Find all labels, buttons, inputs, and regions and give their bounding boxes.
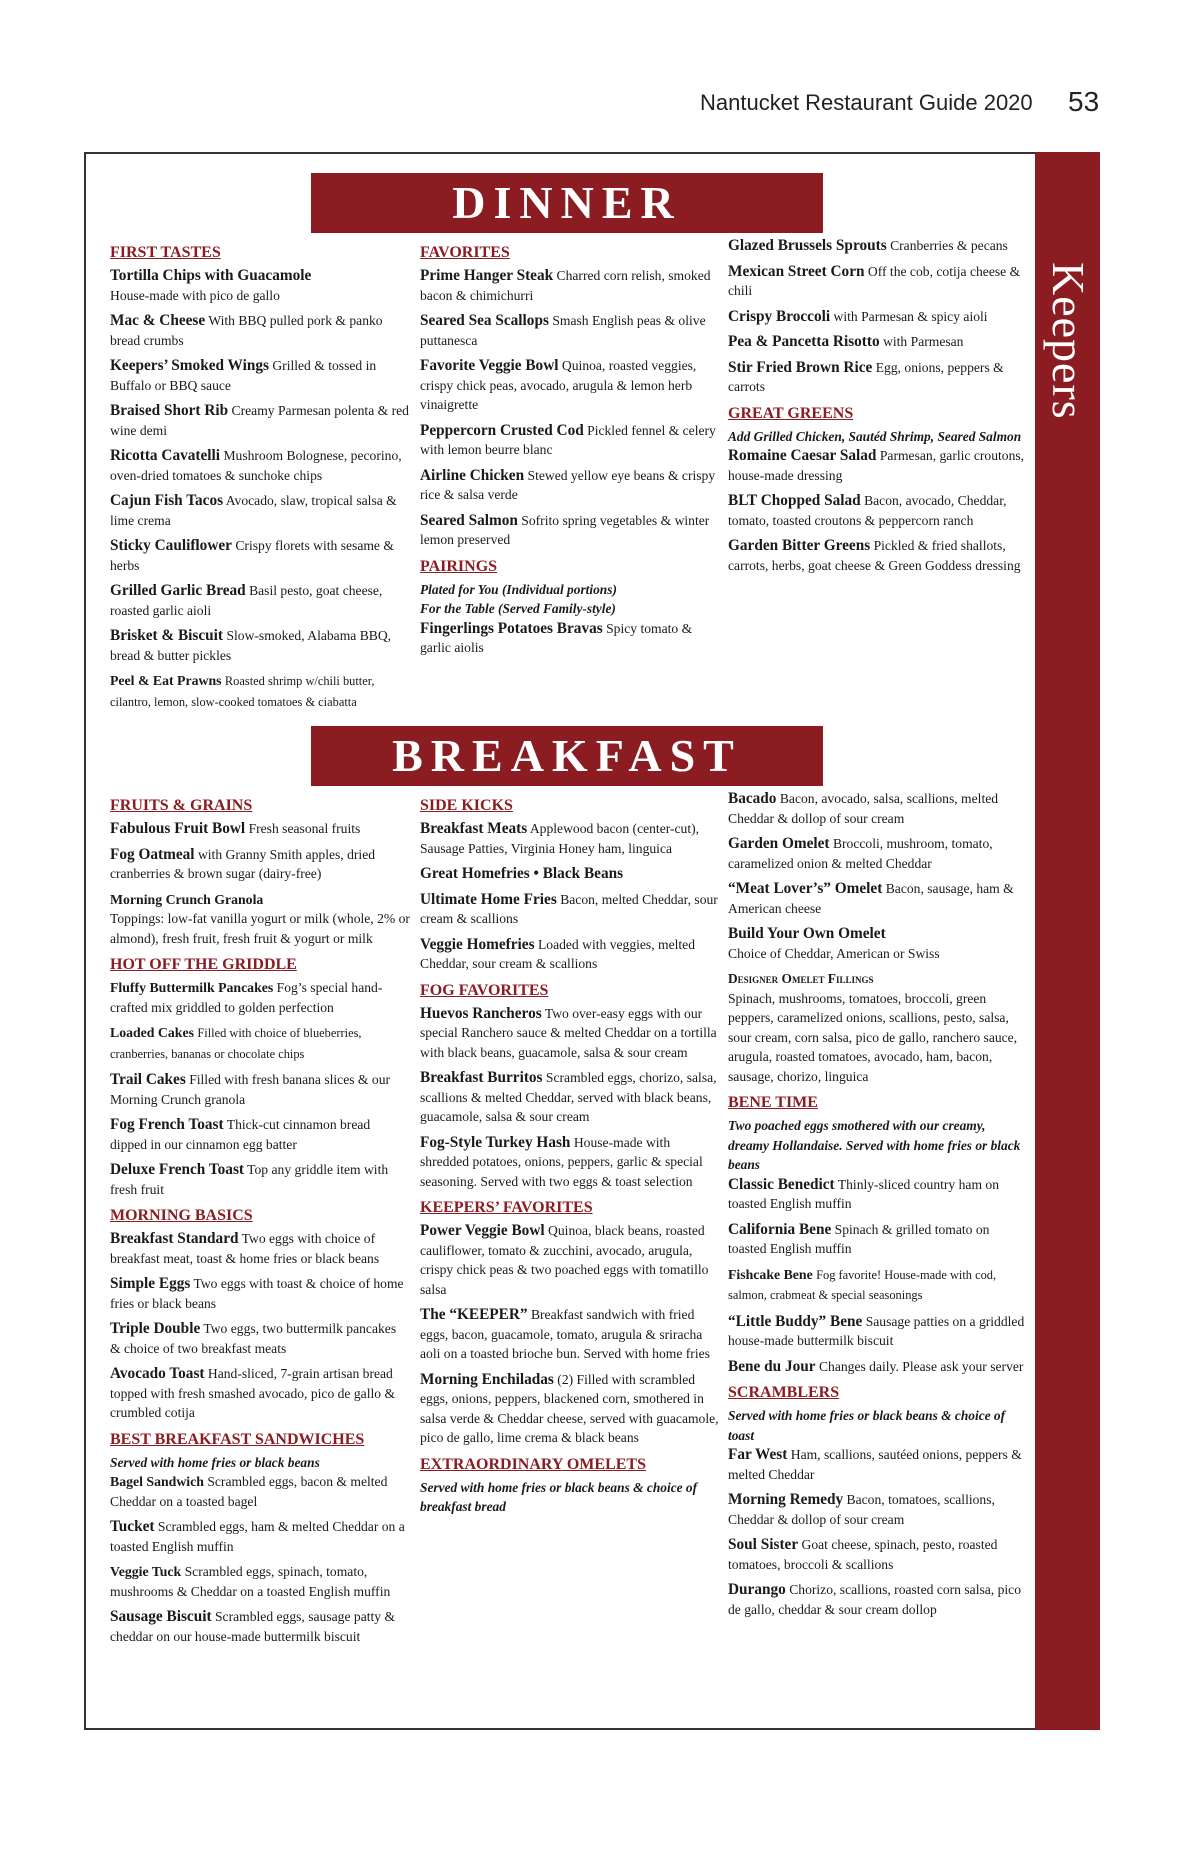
menu-item bbox=[728, 332, 1028, 352]
item-description: Scrambled eggs, sausage patty & cheddar on our house-made buttermilk biscuit bbox=[110, 1609, 396, 1644]
menu-item bbox=[110, 1319, 410, 1358]
item-name: Glazed Brussels Sprouts bbox=[728, 237, 887, 254]
item-name: Morning Crunch Granola bbox=[110, 891, 264, 907]
item-description: Crispy florets with sesame & herbs bbox=[110, 538, 394, 573]
subheading: Designer Omelet Fillings bbox=[728, 971, 874, 986]
menu-item bbox=[728, 358, 1028, 397]
item-name: Crispy Broccoli bbox=[728, 307, 831, 325]
menu-item bbox=[110, 1229, 410, 1268]
item-name: Romaine Caesar Salad bbox=[728, 447, 877, 464]
menu-item bbox=[110, 1472, 410, 1511]
menu-item bbox=[110, 446, 410, 485]
menu-item bbox=[728, 307, 1028, 327]
item-name: Great Homefries • Black Beans bbox=[420, 865, 624, 882]
breakfast-column-1 bbox=[110, 789, 410, 1652]
item-description: Scrambled eggs, spinach, tomato, mushrooms & Cheddar on a toasted English muffin bbox=[110, 1564, 391, 1599]
item-name: Seared Sea Scallops bbox=[420, 312, 549, 329]
section-heading: EXTRAORDINARY OMELETS bbox=[420, 1455, 646, 1473]
item-name: Airline Chicken bbox=[420, 466, 525, 484]
menu-item bbox=[728, 236, 1028, 256]
item-name: Brisket & Biscuit bbox=[110, 627, 224, 644]
menu-item bbox=[420, 935, 720, 974]
menu-item bbox=[110, 1160, 410, 1199]
item-description: Basil pesto, goat cheese, roasted garlic aioli bbox=[110, 583, 383, 618]
dinner-banner: DINNER bbox=[311, 173, 823, 233]
item-name: Mexican Street Corn bbox=[728, 262, 865, 280]
dinner-column-3 bbox=[728, 236, 1028, 581]
item-name: Bene du Jour bbox=[728, 1357, 816, 1375]
item-name: Build Your Own Omelet bbox=[728, 925, 886, 942]
menu-item bbox=[728, 1312, 1028, 1351]
item-name: Far West bbox=[728, 1446, 788, 1463]
item-description: (2) Filled with scrambled eggs, onions, peppers, blackened corn, smothered in salsa verde & Cheddar cheese, served with guacamole, pico de gallo, lime crema & black beans bbox=[420, 1371, 719, 1445]
item-description: Smash English peas & olive puttanesca bbox=[420, 313, 706, 348]
item-name: Ultimate Home Fries bbox=[420, 890, 557, 908]
item-description: Spicy tomato & garlic aiolis bbox=[420, 620, 693, 655]
item-name: Fog-Style Turkey Hash bbox=[420, 1133, 571, 1151]
section-note: Served with home fries or black beans & choice of breakfast bread bbox=[420, 1479, 698, 1514]
menu-item bbox=[728, 879, 1028, 918]
item-description: Stewed yellow eye beans & crispy rice & salsa verde bbox=[420, 467, 716, 502]
breakfast-column-2 bbox=[420, 789, 720, 1517]
section-heading: KEEPERS’ FAVORITES bbox=[420, 1199, 593, 1216]
item-description: Two over-easy eggs with our special Ranchero sauce & melted Cheddar on a tortilla with black beans, guacamole, salsa & sour cream bbox=[420, 1005, 717, 1060]
item-name: Sticky Cauliflower bbox=[110, 537, 232, 554]
item-name: Fingerlings Potatoes Bravas bbox=[420, 619, 603, 637]
item-description: Sofrito spring vegetables & winter lemon preserved bbox=[420, 512, 710, 547]
item-name: Garden Bitter Greens bbox=[728, 537, 871, 554]
item-name: Tucket bbox=[110, 1518, 155, 1535]
item-description: Filled with fresh banana slices & our Morning Crunch granola bbox=[110, 1072, 391, 1107]
menu-item bbox=[110, 491, 410, 530]
section-heading: GREAT GREENS bbox=[728, 404, 854, 422]
breakfast-banner: BREAKFAST bbox=[311, 726, 823, 786]
page-number: 53 bbox=[1068, 86, 1100, 117]
item-name: Avocado Toast bbox=[110, 1365, 205, 1382]
item-description: Chorizo, scallions, roasted corn salsa, pico de gallo, cheddar & sour cream dollop bbox=[728, 1582, 1021, 1617]
item-name: Keepers’ Smoked Wings bbox=[110, 357, 269, 374]
menu-item bbox=[420, 311, 720, 350]
menu-item bbox=[420, 1305, 720, 1364]
item-name: Sausage Biscuit bbox=[110, 1608, 212, 1625]
item-description: Scrambled eggs, bacon & melted Cheddar on a toasted bagel bbox=[110, 1474, 388, 1509]
item-description: Slow-smoked, Alabama BBQ, bread & butter pickles bbox=[110, 628, 392, 663]
menu-item bbox=[110, 1023, 410, 1064]
item-description: Fresh seasonal fruits bbox=[248, 821, 361, 836]
item-name: Seared Salmon bbox=[420, 511, 518, 529]
item-name: Fluffy Buttermilk Pancakes bbox=[110, 980, 274, 995]
menu-item bbox=[110, 1607, 410, 1646]
menu-item bbox=[728, 1580, 1028, 1619]
menu-item bbox=[110, 1562, 410, 1601]
menu-item bbox=[420, 1133, 720, 1192]
menu-item bbox=[420, 1370, 720, 1448]
menu-item bbox=[110, 845, 410, 884]
menu-item bbox=[110, 401, 410, 440]
item-name: Breakfast Burritos bbox=[420, 1069, 543, 1086]
item-name: “Meat Lover’s” Omelet bbox=[728, 880, 883, 897]
menu-item bbox=[728, 924, 1028, 963]
item-description: Avocado, slaw, tropical salsa & lime crema bbox=[110, 493, 397, 528]
menu-item bbox=[728, 1445, 1028, 1484]
menu-item bbox=[110, 356, 410, 395]
item-name: Deluxe French Toast bbox=[110, 1161, 244, 1178]
menu-item bbox=[110, 626, 410, 665]
item-description: Off the cob, cotija cheese & chili bbox=[728, 263, 1021, 298]
item-description: Spinach, mushrooms, tomatoes, broccoli, green peppers, caramelized onions, scallions, pesto, salsa, sour cream, corn salsa, pico de gallo, ranchero sauce, arugula, roasted tomatoes, avocado, ham, bacon, sausage, chorizo, linguica bbox=[728, 990, 1018, 1084]
item-description: Thinly-sliced country ham on toasted English muffin bbox=[728, 1176, 1000, 1211]
item-description: Two eggs with choice of breakfast meat, toast & home fries or black beans bbox=[110, 1231, 380, 1266]
item-name: Simple Eggs bbox=[110, 1275, 191, 1292]
menu-item bbox=[728, 789, 1028, 828]
item-description: Charred corn relish, smoked bacon & chimichurri bbox=[420, 268, 711, 303]
item-name: Garden Omelet bbox=[728, 835, 830, 852]
menu-item bbox=[110, 266, 410, 305]
item-description: Bacon, sausage, ham & American cheese bbox=[728, 881, 1014, 916]
item-description: Applewood bacon (center-cut), Sausage Patties, Virginia Honey ham, linguica bbox=[420, 821, 700, 856]
menu-item bbox=[420, 511, 720, 550]
item-name: Tortilla Chips with Guacamole bbox=[110, 267, 312, 284]
menu-item bbox=[420, 819, 720, 858]
item-description: Changes daily. Please ask your server bbox=[818, 1358, 1024, 1374]
item-description: Parmesan, garlic croutons, house-made dressing bbox=[728, 448, 1025, 483]
section-note: Add Grilled Chicken, Sautéd Shrimp, Seared Salmon bbox=[728, 428, 1022, 444]
menu-item bbox=[110, 1115, 410, 1154]
item-name: California Bene bbox=[728, 1220, 832, 1238]
menu-item bbox=[420, 1068, 720, 1127]
section-heading: PAIRINGS bbox=[420, 557, 498, 575]
item-description: Choice of Cheddar, American or Swiss bbox=[728, 945, 940, 961]
item-description: Toppings: low-fat vanilla yogurt or milk (whole, 2% or almond), fresh fruit, fresh fruit & yogurt or milk bbox=[110, 911, 410, 946]
item-description: Cranberries & pecans bbox=[890, 238, 1008, 253]
menu-item bbox=[420, 619, 720, 658]
item-name: The “KEEPER” bbox=[420, 1306, 528, 1323]
item-name: Loaded Cakes bbox=[110, 1025, 194, 1040]
menu-item bbox=[110, 581, 410, 620]
side-tab-label: Keepers bbox=[1043, 262, 1094, 420]
menu-item bbox=[110, 1274, 410, 1313]
menu-item bbox=[420, 266, 720, 305]
item-description: Roasted shrimp w/chili butter, cilantro, lemon, slow-cooked tomatoes & ciabatta bbox=[110, 674, 375, 709]
menu-item bbox=[728, 834, 1028, 873]
item-description: Creamy Parmesan polenta & red wine demi bbox=[110, 403, 409, 438]
menu-item bbox=[728, 1357, 1028, 1377]
item-name: Prime Hanger Steak bbox=[420, 267, 554, 284]
item-description: Breakfast sandwich with fried eggs, bacon, guacamole, tomato, arugula & sriracha aoli on a toasted brioche bun. Served with home fries bbox=[420, 1307, 710, 1361]
menu-item bbox=[110, 536, 410, 575]
item-name: Mac & Cheese bbox=[110, 312, 206, 329]
item-name: Fabulous Fruit Bowl bbox=[110, 820, 246, 837]
menu-item bbox=[728, 446, 1028, 485]
section-heading: BEST BREAKFAST SANDWICHES bbox=[110, 1430, 365, 1448]
item-name: Ricotta Cavatelli bbox=[110, 447, 221, 464]
item-name: Peppercorn Crusted Cod bbox=[420, 421, 584, 439]
item-name: Veggie Tuck bbox=[110, 1564, 182, 1579]
menu-item bbox=[110, 1070, 410, 1109]
item-description: Broccoli, mushroom, tomato, caramelized onion & melted Cheddar bbox=[728, 836, 993, 871]
section-heading: FRUITS & GRAINS bbox=[110, 797, 253, 814]
section-note: For the Table (Served Family-style) bbox=[420, 601, 616, 616]
item-description: Sausage patties on a griddled house-made buttermilk biscuit bbox=[728, 1313, 1025, 1348]
section-heading: SIDE KICKS bbox=[420, 797, 513, 814]
item-name: Morning Remedy bbox=[728, 1491, 844, 1508]
item-name: Veggie Homefries bbox=[420, 935, 535, 953]
item-description: Egg, onions, peppers & carrots bbox=[728, 359, 1004, 394]
menu-item bbox=[110, 671, 410, 712]
menu-item bbox=[420, 421, 720, 460]
item-description: with Parmesan & spicy aioli bbox=[833, 308, 988, 324]
menu-item bbox=[110, 311, 410, 350]
item-description: Goat cheese, spinach, pesto, roasted tomatoes, broccoli & scallions bbox=[728, 1537, 998, 1572]
item-name: “Little Buddy” Bene bbox=[728, 1312, 863, 1330]
item-name: Breakfast Standard bbox=[110, 1230, 239, 1247]
item-name: Bagel Sandwich bbox=[110, 1474, 204, 1489]
menu-item bbox=[420, 356, 720, 415]
menu-item bbox=[420, 864, 720, 884]
item-description: Two eggs with toast & choice of home fries or black beans bbox=[110, 1276, 404, 1311]
item-name: Pea & Pancetta Risotto bbox=[728, 333, 880, 350]
item-description: Thick-cut cinnamon bread dipped in our cinnamon egg batter bbox=[110, 1117, 371, 1152]
item-name: Peel & Eat Prawns bbox=[110, 673, 222, 688]
item-description: Fog’s special hand-crafted mix griddled to golden perfection bbox=[110, 980, 383, 1015]
item-name: Power Veggie Bowl bbox=[420, 1222, 545, 1239]
section-note: Served with home fries or black beans bbox=[110, 1454, 320, 1470]
section-heading: FAVORITES bbox=[420, 244, 510, 261]
item-description: Scrambled eggs, ham & melted Cheddar on a toasted English muffin bbox=[110, 1519, 405, 1554]
item-description: Spinach & grilled tomato on toasted English muffin bbox=[728, 1221, 990, 1256]
item-description: Top any griddle item with fresh fruit bbox=[110, 1162, 389, 1197]
menu-item bbox=[728, 1175, 1028, 1214]
publication-title: Nantucket Restaurant Guide 2020 bbox=[700, 90, 1033, 115]
menu-item bbox=[420, 890, 720, 929]
item-name: Morning Enchiladas bbox=[420, 1370, 554, 1388]
menu-item bbox=[420, 466, 720, 505]
section-note: Two poached eggs smothered with our creamy, dreamy Hollandaise. Served with home fries or black beans bbox=[728, 1118, 1021, 1172]
menu-item bbox=[728, 262, 1028, 301]
item-description: Quinoa, roasted veggies, crispy chick peas, avocado, arugula & lemon herb vinaigrette bbox=[420, 358, 697, 412]
item-name: Durango bbox=[728, 1581, 786, 1598]
item-name: Huevos Rancheros bbox=[420, 1004, 542, 1022]
item-description: Grilled & tossed in Buffalo or BBQ sauce bbox=[110, 358, 377, 393]
item-name: Favorite Veggie Bowl bbox=[420, 357, 559, 374]
item-description: With BBQ pulled pork & panko bread crumbs bbox=[110, 313, 383, 348]
item-name: Bacado bbox=[728, 790, 777, 807]
section-heading: HOT OFF THE GRIDDLE bbox=[110, 956, 297, 973]
item-name: BLT Chopped Salad bbox=[728, 492, 861, 509]
item-description: House-made with pico de gallo bbox=[110, 287, 280, 303]
item-description: Bacon, avocado, Cheddar, tomato, toasted croutons & peppercorn ranch bbox=[728, 493, 1007, 528]
item-name: Fog Oatmeal bbox=[110, 845, 195, 863]
menu-item bbox=[110, 1517, 410, 1556]
item-description: Bacon, tomatoes, scallions, Cheddar & dollop of sour cream bbox=[728, 1492, 995, 1527]
menu-item bbox=[420, 1221, 720, 1299]
item-name: Triple Double bbox=[110, 1320, 201, 1337]
item-name: Fishcake Bene bbox=[728, 1266, 813, 1282]
item-name: Braised Short Rib bbox=[110, 402, 229, 419]
section-note: Plated for You (Individual portions) bbox=[420, 581, 617, 597]
menu-item bbox=[420, 1004, 720, 1063]
menu-item bbox=[728, 536, 1028, 575]
section-heading: MORNING BASICS bbox=[110, 1207, 253, 1224]
section-note: Served with home fries or black beans & choice of toast bbox=[728, 1408, 1006, 1443]
item-description: with Parmesan bbox=[883, 334, 964, 349]
item-name: Breakfast Meats bbox=[420, 820, 528, 837]
item-name: Cajun Fish Tacos bbox=[110, 492, 224, 509]
menu-item bbox=[110, 890, 410, 949]
item-name: Classic Benedict bbox=[728, 1175, 835, 1193]
section-heading: FOG FAVORITES bbox=[420, 981, 549, 999]
item-description: Loaded with veggies, melted Cheddar, sour cream & scallions bbox=[420, 936, 696, 971]
section-heading: BENE TIME bbox=[728, 1094, 818, 1111]
menu-item bbox=[728, 1490, 1028, 1529]
dinner-column-2 bbox=[420, 236, 720, 664]
menu-item bbox=[728, 1535, 1028, 1574]
item-description: Fog favorite! House-made with cod, salmon, crabmeat & special seasonings bbox=[728, 1267, 997, 1302]
item-name: Soul Sister bbox=[728, 1536, 799, 1553]
menu-item bbox=[110, 1364, 410, 1423]
item-name: Grilled Garlic Bread bbox=[110, 582, 246, 599]
item-name: Trail Cakes bbox=[110, 1071, 186, 1088]
item-name: Fog French Toast bbox=[110, 1116, 224, 1133]
menu-item bbox=[728, 1265, 1028, 1306]
item-description: Bacon, melted Cheddar, sour cream & scallions bbox=[420, 891, 718, 926]
item-description: Two eggs, two buttermilk pancakes & choice of two breakfast meats bbox=[110, 1321, 397, 1356]
item-description: Scrambled eggs, chorizo, salsa, scallions & melted Cheddar, served with black beans, guacamole, salsa & sour cream bbox=[420, 1070, 717, 1124]
menu-item bbox=[110, 978, 410, 1017]
item-description: Bacon, avocado, salsa, scallions, melted Cheddar & dollop of sour cream bbox=[728, 791, 999, 826]
menu-item bbox=[728, 491, 1028, 530]
item-name: Stir Fried Brown Rice bbox=[728, 358, 873, 376]
dinner-column-1 bbox=[110, 236, 410, 718]
menu-item bbox=[728, 1220, 1028, 1259]
item-description: Filled with choice of blueberries, cranberries, bananas or chocolate chips bbox=[110, 1026, 362, 1061]
item-description: Pickled fennel & celery with lemon beurre blanc bbox=[420, 422, 716, 457]
item-description: Mushroom Bolognese, pecorino, oven-dried tomatoes & sunchoke chips bbox=[110, 448, 402, 483]
breakfast-column-3 bbox=[728, 789, 1028, 1625]
section-heading: SCRAMBLERS bbox=[728, 1384, 840, 1401]
item-description: Pickled & fried shallots, carrots, herbs, goat cheese & Green Goddess dressing bbox=[728, 538, 1021, 573]
menu-item bbox=[110, 819, 410, 839]
item-description: Quinoa, black beans, roasted cauliflower, tomato & zucchini, avocado, arugula, crispy chick peas & two poached eggs with tomatillo salsa bbox=[420, 1223, 709, 1297]
item-description: Ham, scallions, sautéed onions, peppers & melted Cheddar bbox=[728, 1447, 1022, 1482]
section-heading: FIRST TASTES bbox=[110, 244, 221, 261]
item-description: Hand-sliced, 7-grain artisan bread topped with fresh smashed avocado, pico de gallo & crumbled cotija bbox=[110, 1366, 396, 1420]
item-description: with Granny Smith apples, dried cranberries & brown sugar (dairy-free) bbox=[110, 846, 376, 881]
item-description: House-made with shredded potatoes, onions, peppers, garlic & special seasoning. Served with two eggs & toast selection bbox=[420, 1134, 703, 1189]
